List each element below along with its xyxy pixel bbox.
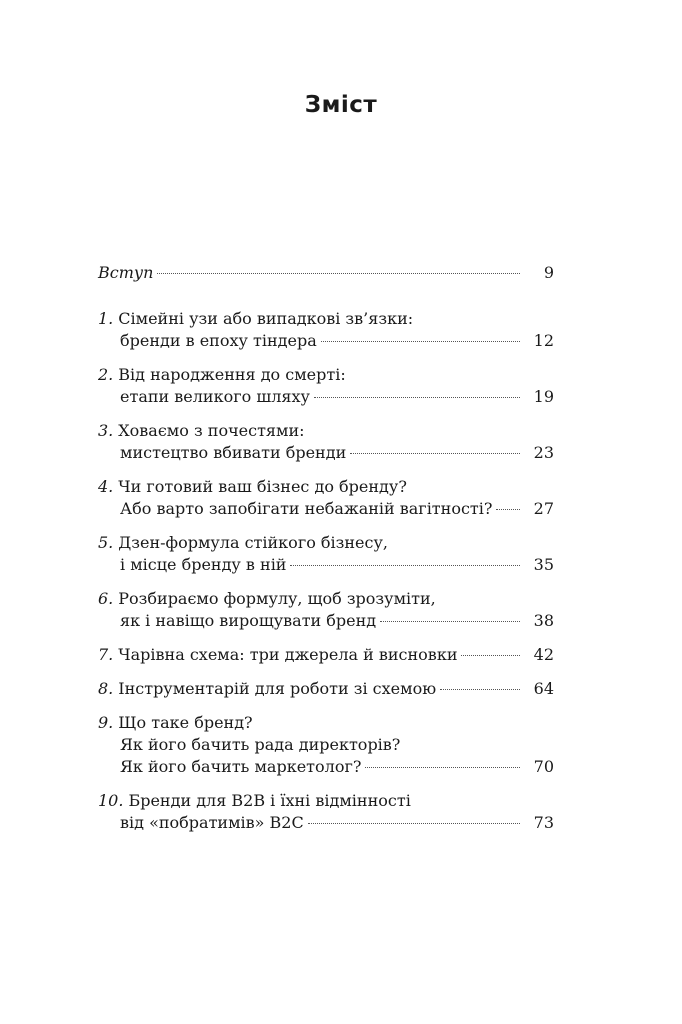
toc-entry xyxy=(98,364,554,408)
toc-page-number: 38 xyxy=(533,611,554,630)
toc-line xyxy=(98,610,554,632)
chapter-number: 7. xyxy=(98,645,114,664)
dot-leader xyxy=(496,509,520,510)
toc-line xyxy=(98,498,554,520)
toc-entry-title: Чи готовий ваш бізнес до бренду? xyxy=(118,477,407,496)
toc-entry-title: Що таке бренд? xyxy=(118,713,253,732)
chapter-number: 8. xyxy=(98,679,114,698)
toc-line xyxy=(98,308,554,330)
dot-leader xyxy=(321,341,520,342)
toc-page-number: 19 xyxy=(533,387,554,406)
toc-entry-title: етапи великого шляху xyxy=(120,387,310,406)
dot-leader xyxy=(461,655,520,656)
toc-chapter-list xyxy=(98,308,554,834)
dot-leader xyxy=(314,397,520,398)
toc-page-number: 27 xyxy=(533,499,554,518)
page-title: Зміст xyxy=(304,92,378,118)
toc-page-number: 23 xyxy=(533,443,554,462)
toc-entry-title: Дзен-формула стійкого бізнесу, xyxy=(118,533,388,552)
toc-entry-intro xyxy=(98,262,554,284)
toc-entry-title: і місце бренду в ній xyxy=(120,555,287,574)
toc-line xyxy=(98,364,554,386)
toc-page-number: 70 xyxy=(533,757,554,776)
toc-entry xyxy=(98,790,554,834)
toc-entry-title: Або варто запобігати небажаній вагітності? xyxy=(120,499,493,518)
toc-line xyxy=(98,734,554,756)
toc-entry xyxy=(98,588,554,632)
table-of-contents xyxy=(98,262,554,846)
chapter-number: 6. xyxy=(98,589,114,608)
chapter-number: 2. xyxy=(98,365,114,384)
dot-leader xyxy=(290,565,520,566)
toc-entry-title: Чарівна схема: три джерела й висновки xyxy=(118,645,458,664)
toc-entry-title: Бренди для B2B і їхні відмінності xyxy=(128,791,411,810)
dot-leader xyxy=(440,689,520,690)
toc-entry-title: Інструментарій для роботи зі схемою xyxy=(118,679,437,698)
toc-page-number: 73 xyxy=(533,813,554,832)
toc-entry xyxy=(98,476,554,520)
toc-line xyxy=(98,712,554,734)
dot-leader xyxy=(380,621,520,622)
toc-entry-title: Як його бачить маркетолог? xyxy=(120,757,362,776)
toc-page-number: 42 xyxy=(533,645,554,664)
toc-line xyxy=(98,554,554,576)
toc-entry xyxy=(98,308,554,352)
toc-line xyxy=(98,420,554,442)
toc-page-number: 9 xyxy=(543,263,554,282)
toc-entry-title: як і навіщо вирощувати бренд xyxy=(120,611,377,630)
toc-entry xyxy=(98,420,554,464)
toc-entry-title: Розбираємо формулу, щоб зрозуміти, xyxy=(118,589,436,608)
chapter-number: 1. xyxy=(98,309,114,328)
toc-entry xyxy=(98,644,554,666)
dot-leader xyxy=(350,453,520,454)
toc-line xyxy=(98,386,554,408)
toc-line xyxy=(98,812,554,834)
chapter-number: 9. xyxy=(98,713,114,732)
toc-entry-title: Вступ xyxy=(98,263,154,282)
toc-entry xyxy=(98,678,554,700)
toc-line xyxy=(98,588,554,610)
toc-line xyxy=(98,756,554,778)
chapter-number: 4. xyxy=(98,477,114,496)
toc-line xyxy=(98,678,554,700)
toc-line xyxy=(98,330,554,352)
toc-entry xyxy=(98,712,554,778)
toc-entry-title: від «побратимів» B2C xyxy=(120,813,304,832)
toc-entry-title: Як його бачить рада директорів? xyxy=(120,735,401,754)
toc-page-number: 35 xyxy=(533,555,554,574)
chapter-number: 5. xyxy=(98,533,114,552)
toc-entry-title: Від народження до смерті: xyxy=(118,365,346,384)
toc-line xyxy=(98,262,554,284)
toc-entry-title: Ховаємо з почестями: xyxy=(118,421,305,440)
dot-leader xyxy=(308,823,520,824)
toc-entry-title: бренди в епоху тіндера xyxy=(120,331,317,350)
toc-line xyxy=(98,476,554,498)
chapter-number: 3. xyxy=(98,421,114,440)
toc-line xyxy=(98,644,554,666)
toc-page-number: 12 xyxy=(533,331,554,350)
toc-line xyxy=(98,790,554,812)
toc-line xyxy=(98,532,554,554)
dot-leader xyxy=(365,767,520,768)
dot-leader xyxy=(157,273,520,274)
toc-entry-title: Сімейні узи або випадкові зв’язки: xyxy=(118,309,414,328)
chapter-number: 10. xyxy=(98,791,124,810)
toc-line xyxy=(98,442,554,464)
toc-entry-title: мистецтво вбивати бренди xyxy=(120,443,347,462)
toc-entry xyxy=(98,532,554,576)
toc-page-number: 64 xyxy=(533,679,554,698)
